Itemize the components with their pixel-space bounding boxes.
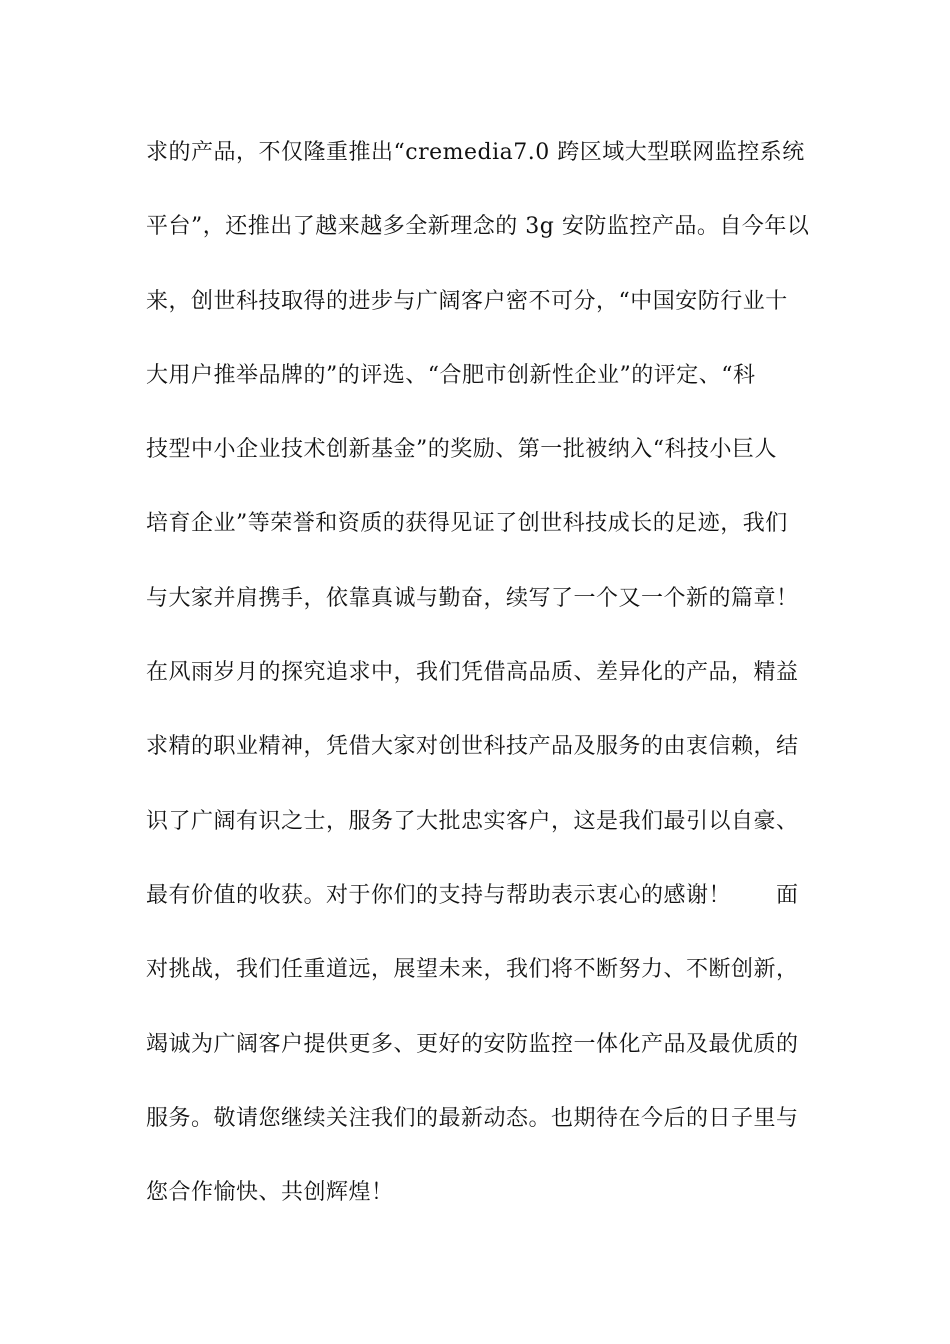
text-line-8: 在风雨岁月的探究追求中，我们凭借高品质、差异化的产品，精益 xyxy=(146,660,799,686)
text-line-5: 技型中小企业技术创新基金”的奖励、第一批被纳入“科技小巨人 xyxy=(146,437,777,463)
text-line-15: 您合作愉快、共创辉煌！ xyxy=(146,1180,394,1206)
text-line-6: 培育企业”等荣誉和资质的获得见证了创世科技成长的足迹，我们 xyxy=(146,511,788,537)
text-line-4: 大用户推举品牌的”的评选、“合肥市创新性企业”的评定、“科 xyxy=(146,362,756,388)
body-text xyxy=(146,131,816,1245)
text-line-12: 对挑战，我们任重道远，展望未来，我们将不断努力、不断创新， xyxy=(146,957,799,983)
text-line-10: 识了广阔有识之士，服务了大批忠实客户，这是我们最引以自豪、 xyxy=(146,808,799,834)
text-line-11: 最有价值的收获。对于你们的支持与帮助表示衷心的感谢！ 面 xyxy=(146,882,799,908)
text-line-7: 与大家并肩携手，依靠真诚与勤奋，续写了一个又一个新的篇章！ xyxy=(146,585,799,611)
text-line-1: 求的产品，不仅隆重推出“cremedia7.0 跨区域大型联网监控系统 xyxy=(146,140,805,165)
text-line-14: 服务。敬请您继续关注我们的最新动态。也期待在今后的日子里与 xyxy=(146,1105,799,1131)
text-line-9: 求精的职业精神，凭借大家对创世科技产品及服务的由衷信赖，结 xyxy=(146,734,799,760)
text-line-2: 平台”，还推出了越来越多全新理念的 3g 安防监控产品。自今年以 xyxy=(146,214,810,240)
text-line-3: 来，创世科技取得的进步与广阔客户密不可分，“中国安防行业十 xyxy=(146,288,788,314)
text-line-13: 竭诚为广阔客户提供更多、更好的安防监控一体化产品及最优质的 xyxy=(146,1031,799,1057)
